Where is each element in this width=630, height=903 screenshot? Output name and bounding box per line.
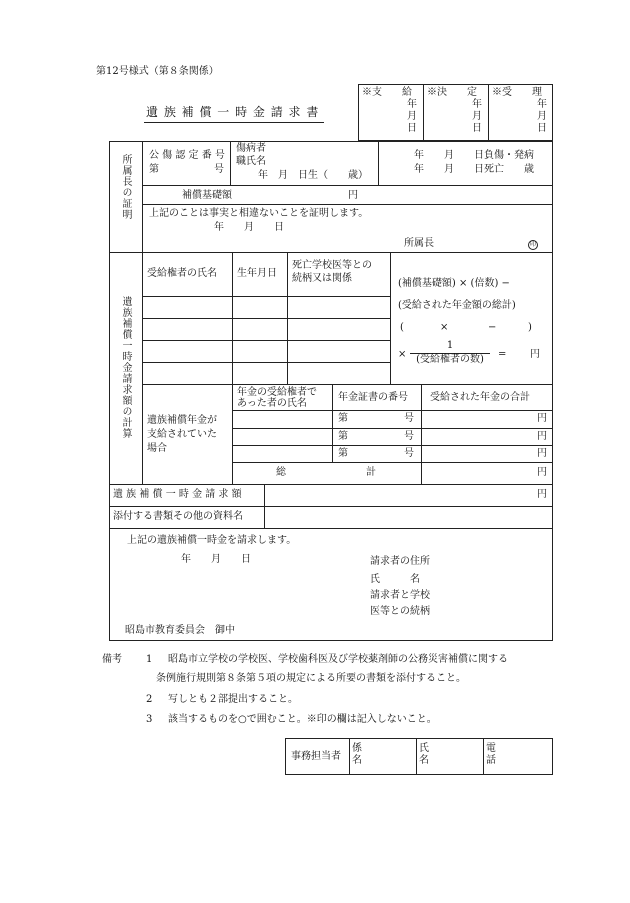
principal-seal: 印 bbox=[529, 241, 536, 248]
form-title: 遺 族 補 償 一 時 金 請 求 書 bbox=[146, 105, 320, 119]
pension-col-total: 受給された年金の合計 bbox=[430, 392, 530, 403]
dob-line: 年 月 日生（ 歳） bbox=[258, 170, 368, 181]
addressee: 昭島市教育委員会 御中 bbox=[125, 625, 235, 636]
principal-label: 所属長 bbox=[404, 238, 434, 249]
request-date-line: 年 月 日 bbox=[181, 554, 251, 565]
requester-relation-label-1: 請求者と学校 bbox=[370, 590, 430, 601]
col-relation-1: 死亡学校医等との bbox=[292, 260, 372, 271]
claim-amount-label: 遺 族 補 償 一 時 金 請 求 額 bbox=[113, 489, 242, 500]
base-amount-label: 補償基礎額 bbox=[182, 190, 232, 201]
base-amount-unit: 円 bbox=[348, 190, 358, 201]
occupation-label: 職氏名 bbox=[236, 156, 266, 167]
pension-label-1: 遺族補償年金が bbox=[147, 415, 217, 426]
cert-no-suffix: 号 bbox=[214, 164, 224, 175]
cert-no-label: 公 傷 認 定 番 号 bbox=[149, 150, 225, 161]
requester-address-label: 請求者の住所 bbox=[370, 556, 430, 567]
col-relation-2: 続柄又は関係 bbox=[292, 273, 352, 284]
claim-amount-unit: 円 bbox=[537, 489, 547, 500]
request-statement: 上記の遺族補償一時金を請求します。 bbox=[127, 535, 297, 546]
staff-label: 事務担当者 bbox=[291, 751, 341, 762]
pension-col-name-2: あった者の氏名 bbox=[237, 398, 307, 409]
form-number: 第12号様式（第８条関係） bbox=[96, 66, 219, 77]
pension-col-cert: 年金証書の番号 bbox=[338, 392, 408, 403]
requester-relation-label-2: 医等との続柄 bbox=[370, 606, 430, 617]
col-heir-name: 受給権者の氏名 bbox=[147, 268, 217, 279]
patient-label: 傷病者 bbox=[236, 143, 266, 154]
requester-name-label: 氏 名 bbox=[370, 574, 420, 585]
cert-no-prefix: 第 bbox=[149, 164, 159, 175]
pension-label-2: 支給されていた bbox=[147, 429, 217, 440]
calc-side-label: 遺族補償一時金請求額の計算 bbox=[120, 296, 131, 439]
notes-label: 備考 bbox=[102, 654, 122, 665]
pension-label-3: 場合 bbox=[147, 443, 167, 454]
injury-line: 年 月 日負傷・発病 bbox=[414, 150, 534, 161]
attachments-label: 添付する書類その他の資料名 bbox=[113, 511, 243, 522]
cert-date-line: 年 月 日 bbox=[214, 222, 284, 233]
principal-cert-side-label: 所属長の証明 bbox=[120, 154, 131, 220]
pension-col-name-1: 年金の受給権者で bbox=[237, 387, 317, 398]
cert-statement: 上記のことは事実と相違ないことを証明します。 bbox=[149, 208, 369, 219]
col-heir-dob: 生年月日 bbox=[237, 268, 277, 279]
death-line: 年 月 日死亡 歳 bbox=[414, 164, 534, 175]
